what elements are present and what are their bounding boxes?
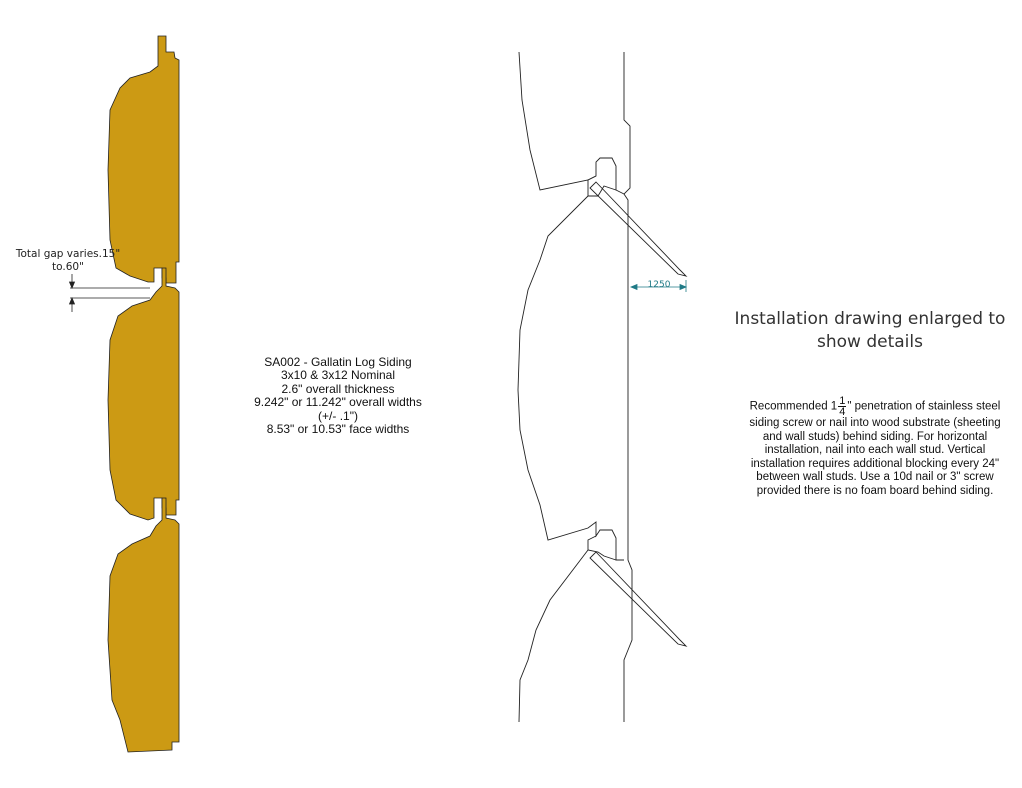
spec-thickness: 2.6" overall thickness (281, 381, 395, 396)
fraction-numerator: 1 (839, 395, 846, 407)
installation-title: Installation drawing enlarged to show details (734, 309, 1006, 352)
siding-board-top (108, 36, 179, 283)
spec-product-name: SA002 - Gallatin Log Siding (264, 355, 412, 369)
siding-profile-stack (108, 36, 179, 752)
siding-specifications (218, 356, 458, 436)
note-prefix: Recommended 1 (749, 400, 838, 413)
spec-overall-widths: 9.242" or 11.242" overall widths (254, 395, 422, 410)
spec-face-widths: 8.53" or 10.53" face widths (266, 422, 410, 437)
nail-top (590, 182, 686, 276)
siding-board-middle (108, 268, 179, 520)
siding-board-bottom (108, 498, 179, 752)
fraction (838, 396, 846, 417)
spec-tolerance: (+/- .1") (318, 408, 358, 423)
note-body: " penetration of stainless steel siding screw or nail into wood substrate (sheeting and wall studs) behind siding. For horizontal installation, nail into each wall stud. Vertical installation requires additional blocking every 24" between wall studs. Use a 10d nail or 3" screw provided there is no foam board behind siding. (749, 400, 1001, 497)
gap-label: Total gap varies.15" to.60" (15, 248, 121, 273)
installation-detail (518, 52, 686, 722)
fraction-denominator: 4 (839, 406, 846, 418)
board-outline (519, 52, 624, 194)
penetration-dimension-label: 1250 (647, 280, 671, 290)
nail-bottom (590, 552, 686, 646)
installation-note (742, 396, 1008, 499)
wall-line (624, 52, 632, 722)
spec-nominal-size: 3x10 & 3x12 Nominal (280, 368, 396, 383)
